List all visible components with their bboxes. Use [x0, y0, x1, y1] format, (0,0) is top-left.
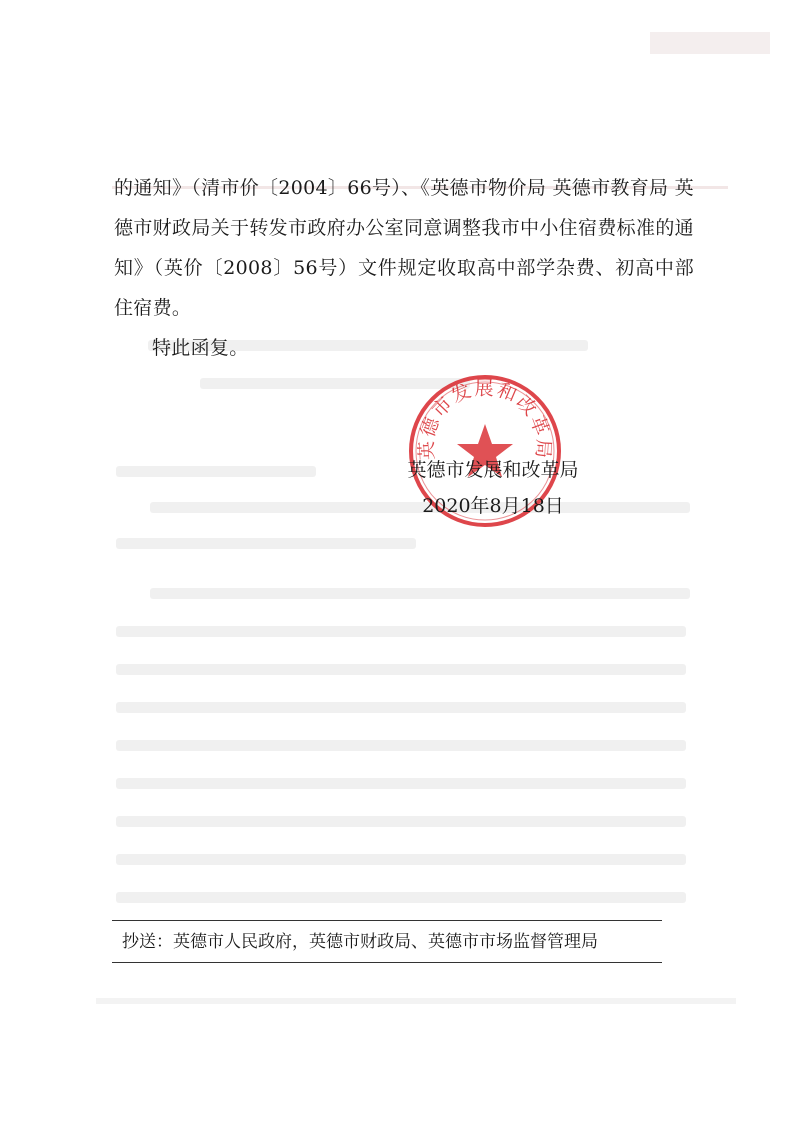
- scan-artifact: [96, 998, 736, 1004]
- closing-remark: 特此函复。: [152, 337, 249, 359]
- bleed-through-line: [116, 702, 686, 713]
- signing-date: 2020年8月18日: [422, 495, 564, 517]
- signature-block: [378, 452, 608, 524]
- signing-organization: 英德市发展和改革局: [407, 459, 579, 481]
- bleed-through-line: [116, 466, 316, 477]
- bleed-through-line: [116, 816, 686, 827]
- bleed-through-line: [116, 538, 416, 549]
- bleed-through-line: [116, 854, 686, 865]
- bleed-through-line: [150, 588, 690, 599]
- bleed-through-line: [116, 778, 686, 789]
- footer-rule-top: [112, 920, 662, 921]
- cc-recipients: 抄送：英德市人民政府，英德市财政局、英德市市场监督管理局: [122, 932, 598, 952]
- bleed-through-line: [116, 626, 686, 637]
- bleed-through-line: [116, 740, 686, 751]
- body-paragraph: 的通知》（清市价〔2004〕66号）、《英德市物价局 英德市教育局 英德市财政局关于转发市政府办公室同意调整我市中小住宿费标准的通知》（英价〔2008〕56号）文件规定收取高中部学杂费、初高中部住宿费。: [114, 177, 694, 319]
- scan-artifact: [650, 32, 770, 54]
- seal-text: 英德市发展和改革局: [415, 377, 555, 461]
- footer-rule-bottom: [112, 962, 662, 963]
- bleed-through-line: [116, 892, 686, 903]
- letter-body: [114, 168, 694, 368]
- bleed-through-line: [116, 664, 686, 675]
